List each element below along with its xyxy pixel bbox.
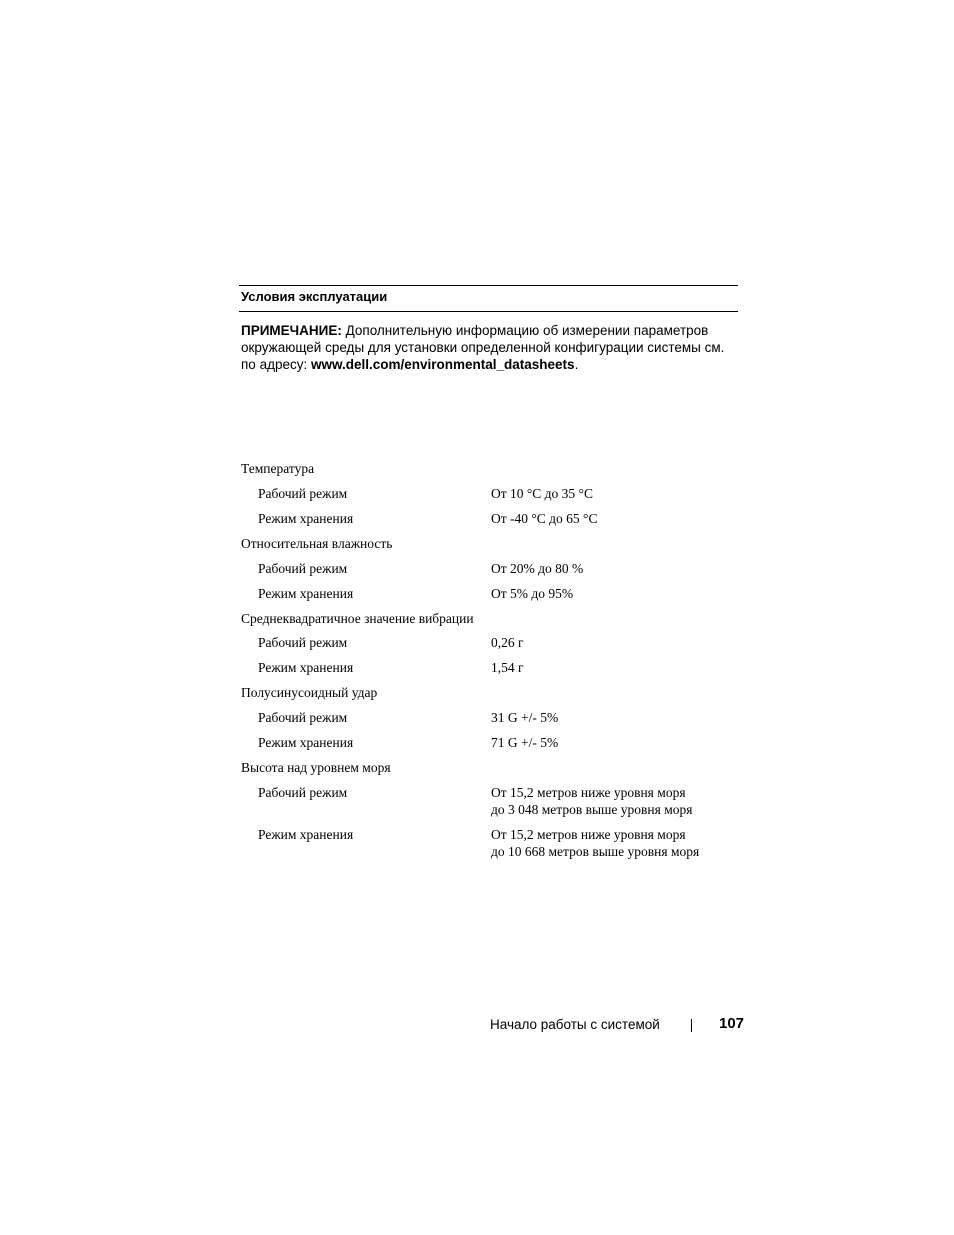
spec-label: Режим хранения bbox=[258, 735, 354, 750]
section-title: Условия эксплуатации bbox=[241, 289, 388, 304]
spec-label: Рабочий режим bbox=[258, 710, 348, 725]
spec-value-line: до 10 668 метров выше уровня моря bbox=[491, 844, 700, 859]
environmental-spec-block bbox=[239, 285, 738, 859]
spec-value-line: От -40 °C до 65 °C bbox=[491, 511, 598, 526]
spec-value bbox=[491, 709, 558, 726]
spec-label: Рабочий режим bbox=[258, 635, 348, 650]
spec-value bbox=[491, 734, 558, 751]
note-label: ПРИМЕЧАНИЕ: bbox=[241, 323, 342, 338]
spec-label: Рабочий режим bbox=[258, 785, 348, 800]
spec-value bbox=[491, 585, 573, 602]
spec-value-line: От 10 °C до 35 °C bbox=[491, 486, 593, 501]
spec-label: Режим хранения bbox=[258, 586, 354, 601]
page-number: 107 bbox=[719, 1015, 745, 1032]
spec-label: Рабочий режим bbox=[258, 486, 348, 501]
spec-label: Режим хранения bbox=[258, 660, 354, 675]
spec-value bbox=[491, 634, 524, 651]
note-text: Дополнительную информацию об измерении параметров окружающей среды для установки определенной конфигурации системы см. по адресу: bbox=[241, 323, 725, 372]
footer-separator bbox=[691, 1019, 692, 1032]
spec-label: Рабочий режим bbox=[258, 561, 348, 576]
spec-value-line: до 3 048 метров выше уровня моря bbox=[491, 802, 693, 817]
spec-label: Режим хранения bbox=[258, 511, 354, 526]
spec-value-line: От 20% до 80 % bbox=[491, 561, 584, 576]
category-label: Среднеквадратичное значение вибрации bbox=[241, 611, 474, 626]
footer-text: Начало работы с системой bbox=[490, 1017, 660, 1032]
category-label: Высота над уровнем моря bbox=[241, 760, 391, 775]
spec-value bbox=[491, 560, 583, 577]
note-end: . bbox=[574, 357, 579, 372]
page-footer bbox=[490, 1015, 745, 1035]
spec-value-line: 0,26 г bbox=[491, 635, 524, 650]
spec-value-line: От 5% до 95% bbox=[491, 586, 574, 601]
spec-value-line: От 15,2 метров ниже уровня моря bbox=[491, 785, 686, 800]
spec-value bbox=[491, 659, 524, 676]
spec-value bbox=[491, 826, 699, 860]
spec-label: Режим хранения bbox=[258, 827, 354, 842]
spec-value bbox=[491, 510, 597, 527]
spec-value-line: 71 G +/- 5% bbox=[491, 735, 559, 750]
category-label: Относительная влажность bbox=[241, 536, 393, 551]
category-label: Температура bbox=[241, 461, 315, 476]
note-paragraph bbox=[239, 312, 736, 373]
spec-value bbox=[491, 784, 693, 818]
note-url-link[interactable]: www.dell.com/environmental_datasheets bbox=[310, 357, 575, 372]
spec-value-line: 31 G +/- 5% bbox=[491, 710, 559, 725]
spec-value-line: 1,54 г bbox=[491, 660, 524, 675]
spec-value-line: От 15,2 метров ниже уровня моря bbox=[491, 827, 686, 842]
category-label: Полусинусоидный удар bbox=[241, 685, 378, 700]
spec-value bbox=[491, 485, 593, 502]
